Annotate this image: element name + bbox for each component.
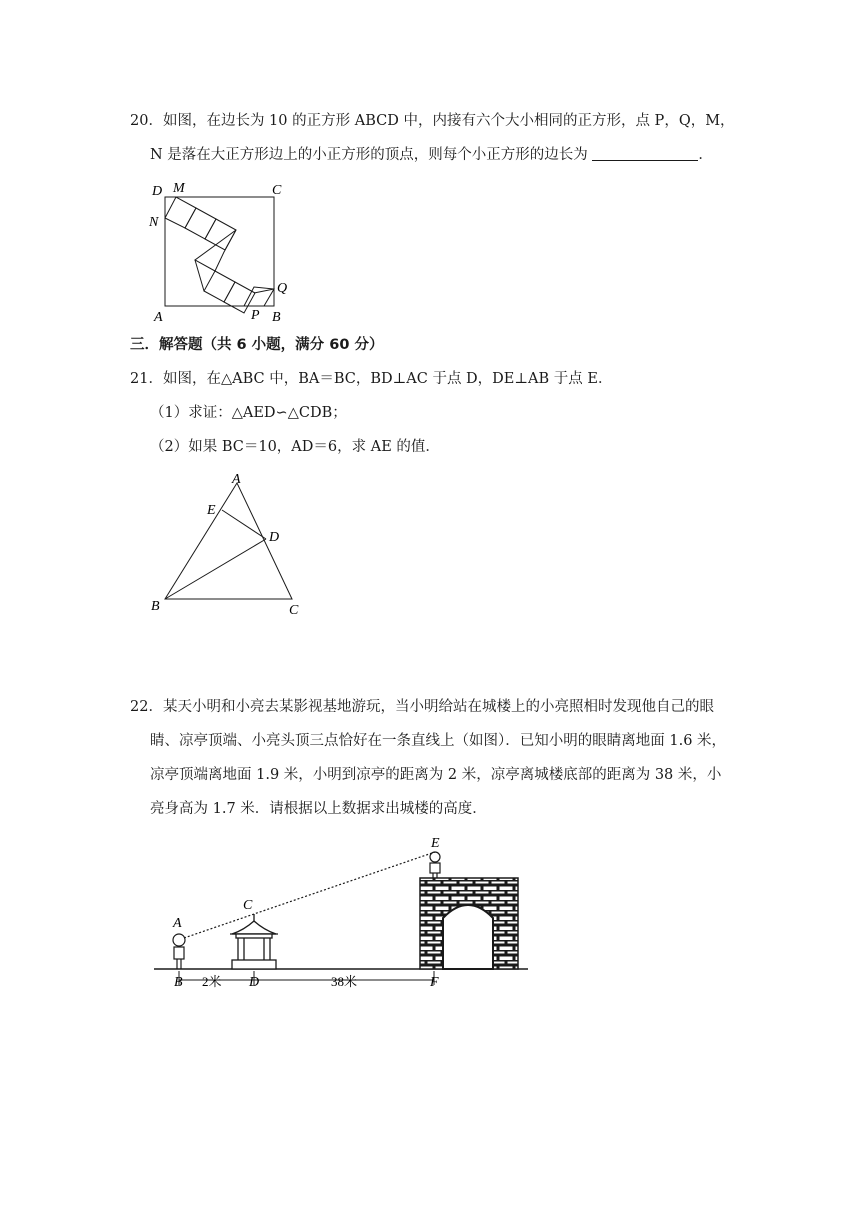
segment-bd — [165, 539, 266, 599]
q20-figure — [140, 175, 300, 325]
q21-part-2: （2）如果 BC＝10，AD＝6，求 AE 的值． — [150, 439, 440, 455]
person-xiaoliang — [430, 852, 440, 878]
label-Q: Q — [277, 281, 288, 296]
section-3-heading: 三．解答题（共 6 小题，满分 60 分） — [130, 337, 384, 353]
answer-blank — [592, 146, 698, 161]
label-C: C — [289, 603, 299, 618]
label-B: B — [272, 310, 281, 325]
q20-line-2-end: ． — [698, 147, 713, 163]
label-N: N — [149, 215, 159, 230]
label-B: B — [174, 975, 183, 990]
q21-part-1: （1）求证：△AED∽△CDB； — [150, 405, 347, 421]
label-C: C — [243, 898, 253, 913]
q20-line-2 — [150, 145, 713, 165]
sight-line — [184, 852, 435, 938]
q20-line-2-text: N 是落在大正方形边上的小正方形的顶点，则每个小正方形的边长为 — [150, 147, 588, 163]
label-M: M — [173, 181, 185, 196]
square-abcd — [165, 197, 274, 306]
q22-line-2: 睛、凉亭顶端、小亮头顶三点恰好在一条直线上（如图）．已知小明的眼睛离地面 1.6 米， — [150, 733, 727, 749]
dimension-df: 38米 — [331, 974, 358, 989]
label-A: A — [154, 310, 163, 325]
label-A: A — [173, 916, 182, 931]
label-E: E — [431, 836, 440, 851]
q22-line-1: 22．某天小明和小亮去某影视基地游玩，当小明给站在城楼上的小亮照相时发现他自己的眼 — [130, 699, 714, 715]
q20-line-1: 20．如图，在边长为 10 的正方形 ABCD 中，内接有六个大小相同的正方形，点 P，Q，M， — [130, 113, 735, 129]
label-D: D — [152, 184, 163, 199]
segment-de — [222, 510, 266, 539]
label-D: D — [249, 975, 260, 990]
q21-line-1: 21．如图，在△ABC 中，BA＝BC，BD⊥AC 于点 D，DE⊥AB 于点 E． — [130, 371, 613, 387]
q22-figure — [150, 830, 540, 995]
q21-figure — [145, 470, 315, 620]
label-D: D — [269, 530, 280, 545]
q22-line-4: 亮身高为 1.7 米．请根据以上数据求出城楼的高度． — [150, 801, 487, 817]
label-E: E — [207, 503, 216, 518]
label-P: P — [251, 308, 260, 323]
label-A: A — [232, 472, 241, 487]
label-C: C — [272, 183, 282, 198]
dimension-bd: 2米 — [202, 974, 222, 989]
label-B: B — [151, 599, 160, 614]
small-squares — [165, 197, 274, 313]
city-gate — [420, 878, 518, 969]
person-xiaoming — [173, 934, 185, 969]
label-F: F — [430, 975, 439, 990]
pavilion — [230, 914, 278, 969]
q22-line-3: 凉亭顶端离地面 1.9 米，小明到凉亭的距离为 2 米，凉亭离城楼底部的距离为 38 米，小 — [150, 767, 722, 783]
